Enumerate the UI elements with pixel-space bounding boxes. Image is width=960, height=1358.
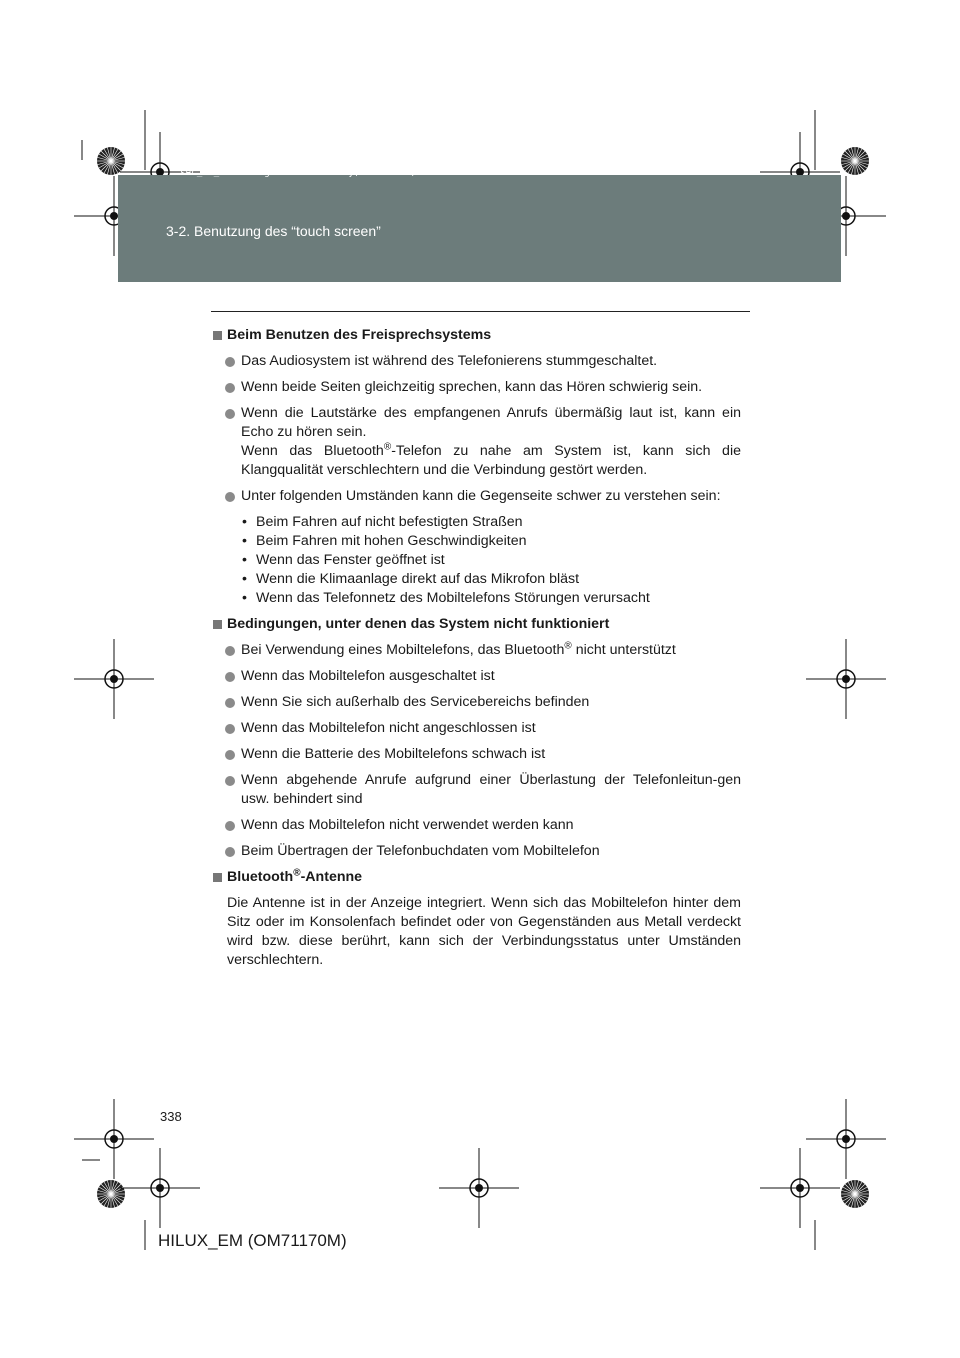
list-item: Wenn das Mobiltelefon ausgeschaltet ist: [213, 667, 741, 686]
list-item: Wenn die Lautstärke des empfangenen Anrufs übermäßig laut ist, kann ein Echo zu hören sein. Wenn das Bluetooth®-Telefon zu nahe am System ist, kann sich die Klangqualität verschlechtern und die Verbindung gestört werden.: [213, 404, 741, 480]
circle-bullet-icon: [225, 776, 235, 786]
sub-list-item: • Beim Fahren auf nicht befestigten Straßen: [242, 514, 523, 530]
circle-bullet-icon: [225, 409, 235, 419]
circle-bullet-icon: [225, 821, 235, 831]
page-content: [213, 326, 741, 970]
list-item: Beim Übertragen der Telefonbuchdaten vom Mobiltelefon: [213, 842, 741, 861]
sub-list-item: • Wenn das Fenster geöffnet ist: [242, 552, 445, 568]
circle-bullet-icon: [225, 847, 235, 857]
sub-list: [213, 513, 741, 608]
registration-target-center: [156, 1184, 164, 1192]
section-header-band: [118, 175, 841, 282]
circle-bullet-icon: [225, 646, 235, 656]
list-item: Wenn Sie sich außerhalb des Servicebereichs befinden: [213, 693, 741, 712]
registration-target-center: [110, 1135, 118, 1143]
circle-bullet-icon: [225, 698, 235, 708]
list-item: Unter folgenden Umständen kann die Gegenseite schwer zu verstehen sein:: [213, 487, 741, 506]
top-rule: [211, 311, 750, 312]
circle-bullet-icon: [225, 724, 235, 734]
circle-bullet-icon: [225, 383, 235, 393]
list-item: Wenn das Mobiltelefon nicht verwendet werden kann: [213, 816, 741, 835]
circle-bullet-icon: [225, 492, 235, 502]
registration-target-center: [842, 675, 850, 683]
list-item: Bei Verwendung eines Mobiltelefons, das Bluetooth® nicht unterstützt: [213, 641, 741, 660]
registered-mark: ®: [293, 867, 301, 879]
sub-list-item: • Beim Fahren mit hohen Geschwindigkeiten: [242, 533, 527, 549]
antenna-paragraph: Die Antenne ist in der Anzeige integriert. Wenn sich das Mobiltelefon hinter dem Sitz oder im Konsolenfach befindet oder von Gegenständen aus Metall verdeckt wird bzw. diese berührt, kann sich der Verbindungsstatus unter Umständen verschlechtern.: [227, 895, 741, 968]
registration-target-center: [796, 1184, 804, 1192]
section-heading-antenne: Bluetooth®-Antenne: [213, 868, 741, 887]
registered-mark: ®: [564, 640, 572, 652]
registration-target-center: [110, 675, 118, 683]
square-bullet-icon: [213, 331, 222, 340]
sub-list-item: • Wenn die Klimaanlage direkt auf das Mikrofon bläst: [242, 571, 580, 587]
list-item: Wenn abgehende Anrufe aufgrund einer Überlastung der Telefonleitun-gen usw. behindert sind: [213, 771, 741, 809]
manual-code: HILUX_EM (OM71170M): [158, 1231, 347, 1250]
section-heading-freisprech: Beim Benutzen des Freisprechsystems: [213, 326, 741, 345]
registered-mark: ®: [383, 441, 392, 453]
list-item: Das Audiosystem ist während des Telefonierens stummgeschaltet.: [213, 352, 741, 371]
list-item: Wenn die Batterie des Mobiltelefons schwach ist: [213, 745, 741, 764]
list-item: Wenn das Mobiltelefon nicht angeschlossen ist: [213, 719, 741, 738]
circle-bullet-icon: [225, 750, 235, 760]
page-number: 338: [160, 1109, 182, 1124]
registration-target-center: [475, 1184, 483, 1192]
section-title: 3-2. Benutzung des “touch screen”: [166, 223, 381, 239]
sub-list-item: • Wenn das Telefonnetz des Mobiltelefons Störungen verursacht: [242, 590, 650, 606]
list-item: Wenn beide Seiten gleichzeitig sprechen, kann das Hören schwierig sein.: [213, 378, 741, 397]
registration-target-center: [110, 212, 118, 220]
section-heading-bedingungen: Bedingungen, unter denen das System nicht funktioniert: [213, 615, 741, 634]
circle-bullet-icon: [225, 672, 235, 682]
square-bullet-icon: [213, 873, 222, 882]
registration-target-center: [842, 1135, 850, 1143]
frame-info-stamp: sec_03_02.fm Page 338 Wednesday, March 30, 2011 6:43 PM: [180, 168, 490, 178]
registration-target-center: [842, 212, 850, 220]
square-bullet-icon: [213, 620, 222, 629]
circle-bullet-icon: [225, 357, 235, 367]
